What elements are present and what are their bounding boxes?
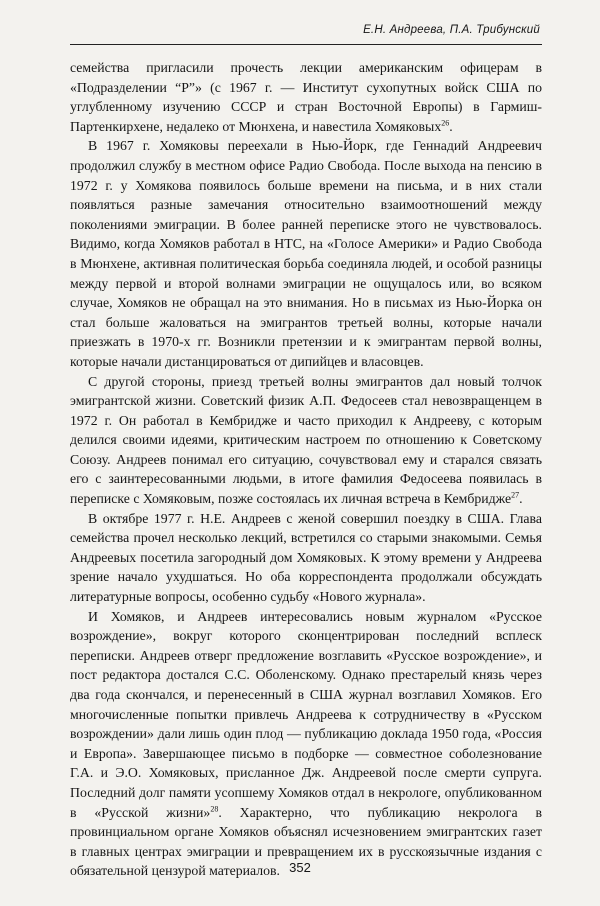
paragraph-2: В 1967 г. Хомяковы переехали в Нью-Йорк, где Геннадий Андреевич продолжил службу в местном офисе Радио Свобода. После выхода на пенсию в 1972 г. у Хомякова появилось больше времени на письма, и в них стали появляться разные замечания относительно взаимоотношений между поколениями эмиграции. В более ранней переписке этого не чувствовалось. Видимо, когда Хомяков работал в НТС, на «Голосе Америки» и Радио Свобода в Мюнхене, активная политическая борьба соединяла людей, и особой разницы между первой и второй волнами эмиграции не ощущалось или, во всяком случае, Хомяков не обращал на это внимания. Но в письмах из Нью-Йорка он стал больше жаловаться на эмигрантов третьей волны, которые начали приезжать в 1970-х гг. Возникли претензии и к эмигрантам первой волны, которые начали дистанцироваться от дипийцев и власовцев.	[70, 138, 542, 369]
footnote-ref-26: 26	[441, 118, 450, 128]
body-text	[70, 58, 542, 881]
header-rule	[70, 44, 542, 45]
paragraph-1: семейства пригласили прочесть лекции американским офицерам в «Подразделении “P”» (с 1967 г. — Институт сухопутных войск США по углубленному изучению СССР и стран Восточной Европы) в Гармиш-Партенкирхене, недалеко от Мюнхена, и навестила Хомяковых$^{26}$.	[70, 60, 542, 134]
paragraph-3: С другой стороны, приезд третьей волны эмигрантов дал новый толчок эмигрантской жизни. Советский физик А.П. Федосеев стал невозвращенцем в 1972 г. Он работал в Кембридже и часто приходил к Андрееву, с которым делился своими идеями, критическим настроем по отношению к Советскому Союзу. Андреев понимал его ситуацию, сочувствовал ему и старался связать его с заинтересованными людьми, в итоге фамилия Федосеева появилась в переписке с Хомяковым, позже состоялась их личная встреча в Кембридже$^{27}$.	[70, 373, 542, 507]
running-head: Е.Н. Андреева, П.А. Трибунский	[363, 24, 540, 36]
paragraph-4: В октябре 1977 г. Н.Е. Андреев с женой совершил поездку в США. Глава семейства прочел несколько лекций, встретился со старыми знакомыми. Семья Андреевых посетила загородный дом Хомяковых. К этому времени у Андреева зрение начало ухудшаться. Но оба корреспондента продолжали обсуждать литературные вопросы, особенно судьбу «Нового журнала».	[70, 510, 542, 605]
footnote-ref-28: 28	[210, 803, 219, 813]
page-number: 352	[289, 860, 311, 875]
paragraph-5: И Хомяков, и Андреев интересовались новым журналом «Русское возрождение», вокруг которого сконцентрирован последний всплеск переписки. Андреев отверг предложение возглавить «Русское возрождение», и пост редактора достался С.С. Оболенскому. Однако престарелый князь через два года скончался, и перенесенный в США журнал возглавил Хомяков. Его многочисленные попытки привлечь Андреева к сотрудничеству в «Русском возрождении» дали лишь один плод — публикацию доклада 1950 года, «Россия и Европа». Завершающее письмо в подборке — совместное соболезнование Г.А. и Э.О. Хомяковых, присланное Дж. Андреевой после смерти супруга. Последний долг памяти усопшему Хомяков отдал в некрологе, опубликованном в «Русской жизни»$^{28}$. Характерно, что публикацию некролога в провинциальном органе Хомяков объяснял исчезновением эмигрантских газет в главных центрах эмиграции и превращением их в русскоязычные издания с обязательной цензурой материалов.	[70, 608, 543, 879]
footnote-ref-27: 27	[511, 490, 520, 500]
